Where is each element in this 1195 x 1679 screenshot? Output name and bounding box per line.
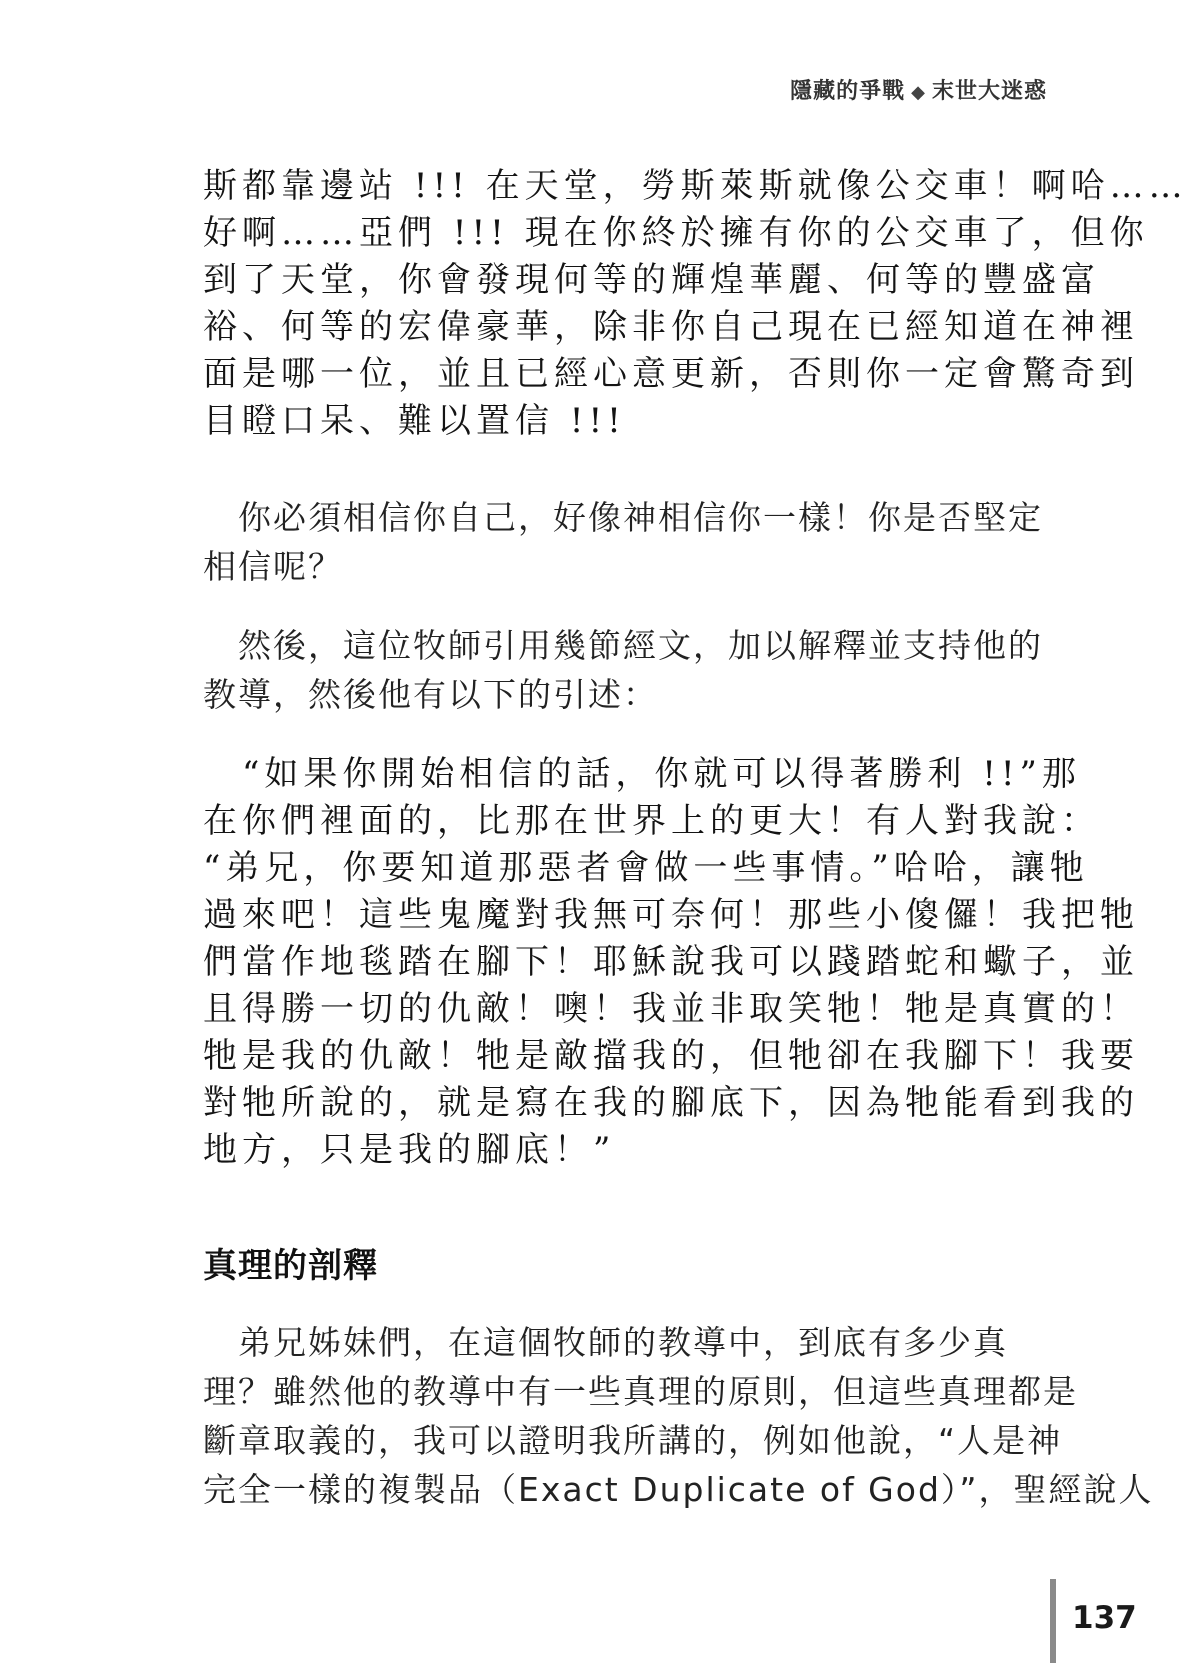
text-line: 斯都靠邊站 !!! 在天堂，勞斯萊斯就像公交車！啊哈…… xyxy=(203,166,1188,206)
text-line: 牠是我的仇敵！牠是敵擋我的，但牠卻在我腳下！我要 xyxy=(203,1036,1139,1076)
text-line: 裕、何等的宏偉豪華，除非你自己現在已經知道在神裡 xyxy=(203,307,1139,347)
text-line: 目瞪口呆、難以置信 !!! xyxy=(203,401,626,441)
text-line: 地方，只是我的腳底！” xyxy=(203,1130,616,1170)
page-number-rule xyxy=(1050,1579,1056,1663)
text-line: 且得勝一切的仇敵！噢！我並非取笑牠！牠是真實的！ xyxy=(203,989,1139,1029)
text-line: 對牠所說的，就是寫在我的腳底下，因為牠能看到我的 xyxy=(203,1083,1139,1123)
text-line: 們當作地毯踏在腳下！耶穌說我可以踐踏蛇和蠍子，並 xyxy=(203,942,1139,982)
text-line: 面是哪一位，並且已經心意更新，否則你一定會驚奇到 xyxy=(203,354,1139,394)
text-line: 相信呢？ xyxy=(203,547,343,586)
text-line: 完全一樣的複製品（Exact Duplicate of God）”，聖經說人 xyxy=(203,1470,1154,1509)
text-line: “如果你開始相信的話，你就可以得著勝利 !!”那 xyxy=(203,754,1081,794)
text-line: 理？雖然他的教導中有一些真理的原則，但這些真理都是 xyxy=(203,1372,1078,1411)
text-line: 你必須相信你自己，好像神相信你一樣！你是否堅定 xyxy=(203,498,1043,537)
book-title: 隱藏的爭戰 xyxy=(790,79,906,104)
page-number: 137 xyxy=(1072,1600,1137,1636)
quoted-paragraph-4 xyxy=(203,751,1139,1174)
body-paragraph-5 xyxy=(203,1318,1154,1514)
text-line: 然後，這位牧師引用幾節經文，加以解釋並支持他的 xyxy=(203,626,1043,665)
section-heading: 真理的剖釋 xyxy=(203,1246,378,1286)
book-subtitle: 末世大迷惑 xyxy=(931,79,1047,104)
running-header xyxy=(790,74,1047,105)
text-line: 過來吧！這些鬼魔對我無可奈何！那些小傻儸！我把牠 xyxy=(203,895,1139,935)
body-paragraph-3 xyxy=(203,621,1048,719)
text-line: 弟兄姊妹們，在這個牧師的教導中，到底有多少真 xyxy=(203,1323,1008,1362)
text-line: “弟兄，你要知道那惡者會做一些事情。”哈哈，讓牠 xyxy=(203,848,1089,888)
quoted-paragraph-1 xyxy=(203,163,1188,445)
text-line: 好啊……亞們 !!! 現在你終於擁有你的公交車了，但你 xyxy=(203,213,1149,253)
text-line: 斷章取義的，我可以證明我所講的，例如他說，“人是神 xyxy=(203,1421,1063,1460)
body-paragraph-2 xyxy=(203,493,1048,591)
text-line: 到了天堂，你會發現何等的輝煌華麗、何等的豐盛富 xyxy=(203,260,1100,300)
text-line: 教導，然後他有以下的引述： xyxy=(203,675,658,714)
diamond-separator-icon: ◆ xyxy=(911,82,926,103)
text-line: 在你們裡面的，比那在世界上的更大！有人對我說： xyxy=(203,801,1100,841)
